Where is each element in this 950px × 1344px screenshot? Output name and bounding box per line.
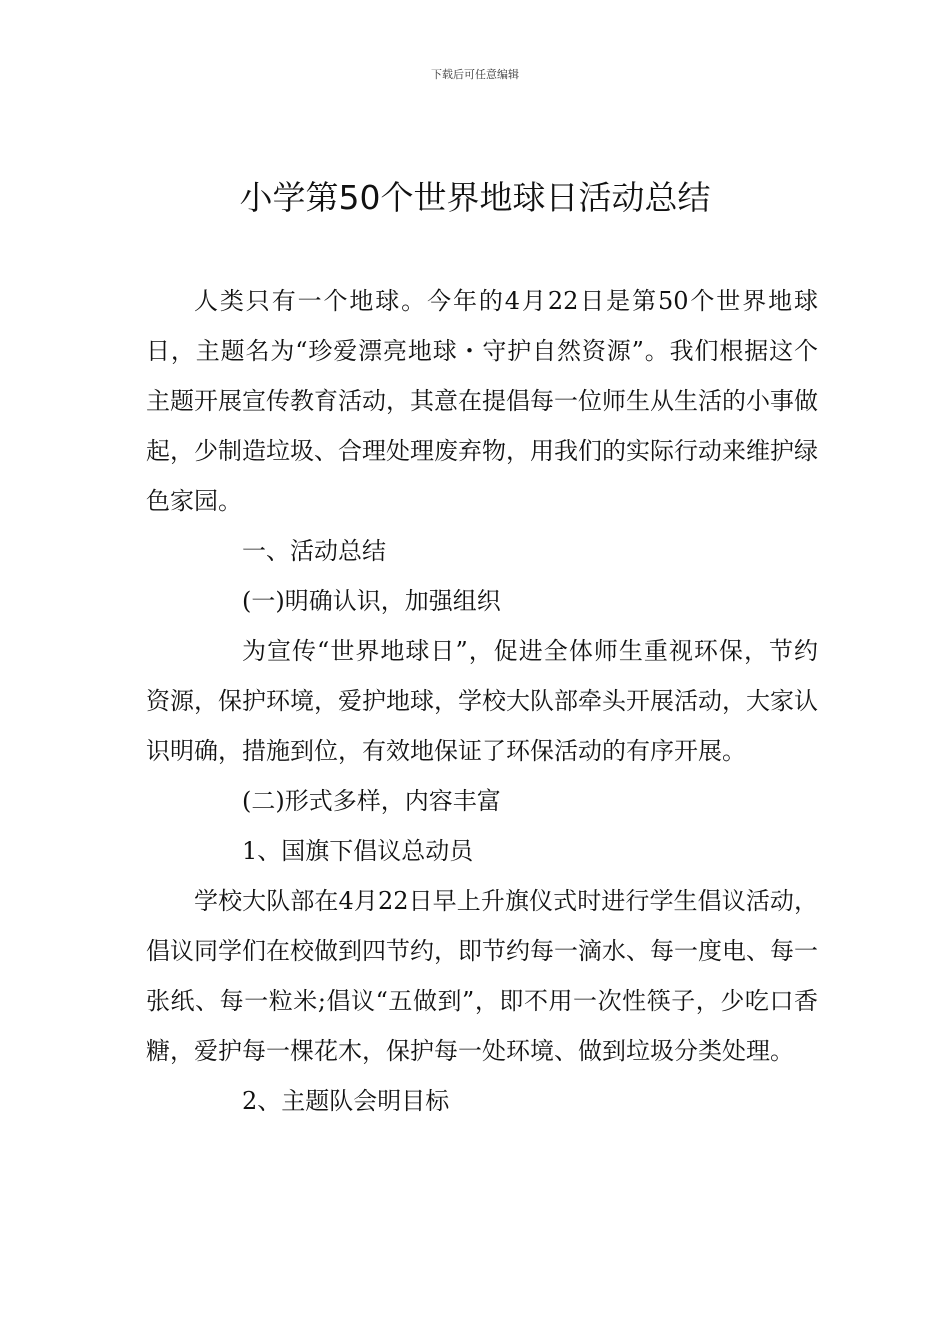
subsection-heading-1: (一)明确认识，加强组织: [242, 587, 501, 615]
list-item-2-heading: 2、主题队会明目标: [242, 1087, 450, 1115]
list-item-1-heading: 1、国旗下倡议总动员: [242, 837, 474, 865]
intro-paragraph: 人类只有一个地球。今年的4月22日是第50个世界地球日，主题名为“珍爱漂亮地球・守护自然资源”。我们根据这个主题开展宣传教育活动，其意在提倡每一位师生从生活的小事做起，少制造垃圾、合理处理废弃物，用我们的实际行动来维护绿色家园。: [146, 287, 818, 515]
section-heading-activity-summary: 一、活动总结: [242, 537, 386, 565]
paragraph-flag-ceremony: 学校大队部在4月22日早上升旗仪式时进行学生倡议活动，倡议同学们在校做到四节约，即节约每一滴水、每一度电、每一张纸、每一粒米;倡议“五做到”，即不用一次性筷子，少吃口香糖，爱护每一棵花木，保护每一处环境、做到垃圾分类处理。: [146, 887, 818, 1065]
header-note: 下载后可任意编辑: [431, 68, 519, 81]
paragraph-awareness: 为宣传“世界地球日”，促进全体师生重视环保，节约资源，保护环境，爱护地球，学校大队部牵头开展活动，大家认识明确，措施到位，有效地保证了环保活动的有序开展。: [146, 637, 818, 765]
document-body: [146, 276, 818, 1126]
subsection-heading-2: (二)形式多样，内容丰富: [242, 787, 501, 815]
document-title: 小学第50个世界地球日活动总结: [239, 178, 711, 217]
